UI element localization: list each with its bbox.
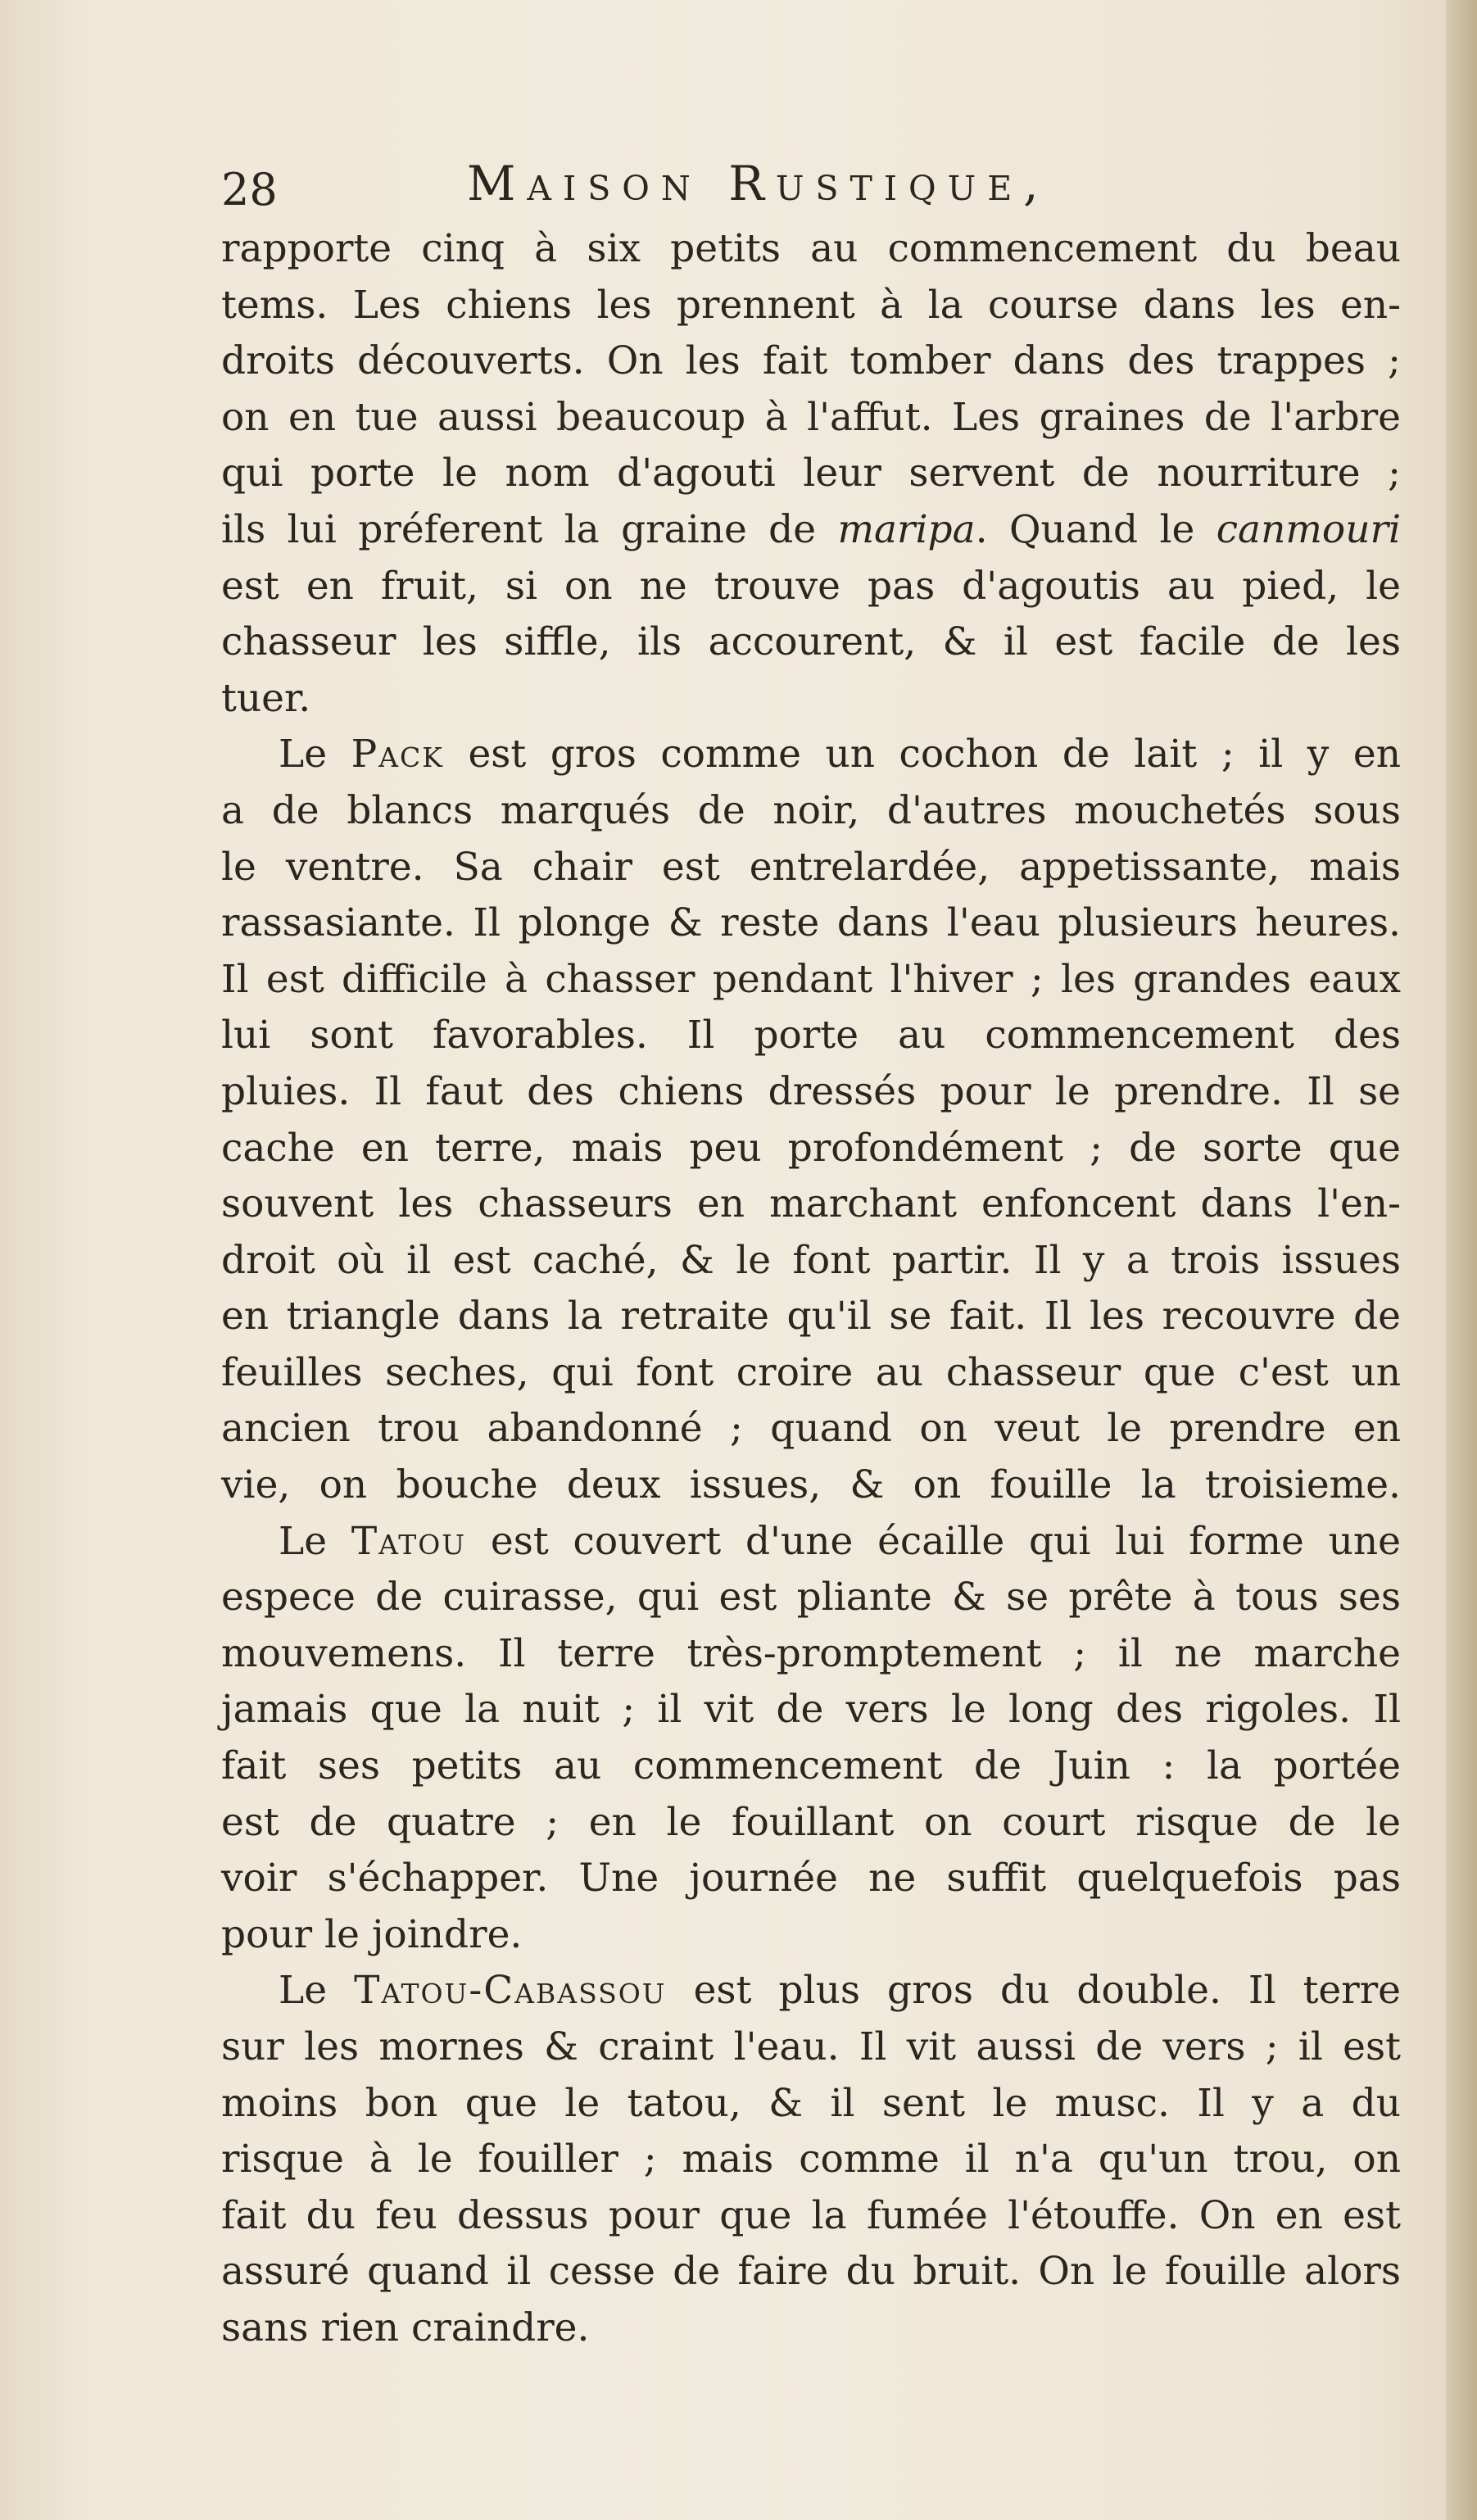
text-line: est de quatre ; en le fouillant on court risque de le — [221, 1799, 1401, 1845]
italic-word: canmouri — [1216, 506, 1401, 552]
text-line: a de blancs marqués de noir, d'autres mouchetés sous — [221, 787, 1401, 833]
text-line: risque à le fouiller ; mais comme il n'a qu'un trou, on — [221, 2137, 1401, 2182]
text-line: fait du feu dessus pour que la fumée l'étouffe. On en est — [221, 2192, 1401, 2238]
animal-name: Pack — [351, 732, 444, 777]
text-line: tuer. — [221, 675, 311, 721]
italic-word: maripa — [837, 506, 976, 552]
text-line: souvent les chasseurs en marchant enfoncent dans l'en- — [221, 1181, 1401, 1227]
text-line: rapporte cinq à six petits au commencement du beau — [221, 226, 1401, 271]
text-line: le ventre. Sa chair est entrelardée, appetissante, mais — [221, 844, 1401, 890]
text-line: sur les mornes & craint l'eau. Il vit aussi de vers ; il est — [221, 2024, 1401, 2069]
text-line: on en tue aussi beaucoup à l'affut. Les graines de l'arbre — [221, 394, 1401, 440]
text-line: droits découverts. On les fait tomber dans des trappes ; — [221, 338, 1401, 384]
page-header — [221, 156, 1401, 229]
text-line: Le Tatou-Cabassou est plus gros du double. Il terre — [279, 1968, 1401, 2014]
text-segment: ils lui préferent la graine de — [221, 506, 817, 552]
text-line: est en fruit, si on ne trouve pas d'agoutis au pied, le — [221, 563, 1401, 609]
text-line: mouvemens. Il terre très-promptement ; il ne marche — [221, 1630, 1401, 1676]
text-line: moins bon que le tatou, & il sent le musc. Il y a du — [221, 2080, 1401, 2126]
text-line: ancien trou abandonné ; quand on veut le prendre en — [221, 1406, 1401, 1452]
text-line: en triangle dans la retraite qu'il se fait. Il les recouvre de — [221, 1294, 1401, 1339]
text-line — [221, 502, 1401, 559]
text-line: droit où il est caché, & le font partir. Il y a trois issues — [221, 1237, 1401, 1283]
text-line: qui porte le nom d'agouti leur servent de nourriture ; — [221, 451, 1401, 496]
text-segment: est gros comme un cochon de lait ; il y en — [468, 732, 1401, 777]
text-line: jamais que la nuit ; il vit de vers le long des rigoles. Il — [221, 1687, 1401, 1733]
running-title: Maison Rustique, — [467, 156, 1050, 211]
animal-name: Tatou-Cabassou — [354, 1968, 667, 2014]
text-line: espece de cuirasse, qui est pliante & se prête à tous ses — [221, 1575, 1401, 1620]
text-line: cache en terre, mais peu profondément ; de sorte que — [221, 1125, 1401, 1171]
text-line: Il est difficile à chasser pendant l'hiver ; les grandes eaux — [221, 956, 1401, 1002]
text-line: Le Tatou est couvert d'une écaille qui lui forme une — [279, 1518, 1401, 1564]
page-gutter-shadow — [1446, 0, 1477, 2520]
text-line: Le Pack est gros comme un cochon de lait ; il y en — [279, 732, 1401, 777]
text-line: sans rien craindre. — [221, 2305, 590, 2350]
text-line: chasseur les siffle, ils accourent, & il est facile de les — [221, 619, 1401, 665]
text-line: assuré quand il cesse de faire du bruit. On le fouille alors — [221, 2249, 1401, 2295]
text-line: lui sont favorables. Il porte au commencement des — [221, 1013, 1401, 1058]
page-number: 28 — [221, 164, 278, 215]
body-text — [221, 221, 1401, 2357]
text-line: voir s'échapper. Une journée ne suffit quelquefois pas — [221, 1856, 1401, 1901]
text-segment: est couvert d'une écaille qui lui forme une — [490, 1518, 1401, 1564]
text-line: vie, on bouche deux issues, & on fouille la troisieme. — [221, 1462, 1401, 1508]
text-line: rassasiante. Il plonge & reste dans l'eau plusieurs heures. — [221, 900, 1401, 946]
text-line: fait ses petits au commencement de Juin : la portée — [221, 1743, 1401, 1789]
text-line: tems. Les chiens les prennent à la course dans les en- — [221, 282, 1401, 328]
text-segment: est plus gros du double. Il terre — [693, 1968, 1401, 2014]
text-line: feuilles seches, qui font croire au chasseur que c'est un — [221, 1349, 1401, 1395]
text-segment: . Quand le — [975, 506, 1216, 552]
text-line: pour le joindre. — [221, 1911, 523, 1957]
animal-name: Tatou — [351, 1518, 467, 1564]
text-line: pluies. Il faut des chiens dressés pour le prendre. Il se — [221, 1068, 1401, 1114]
